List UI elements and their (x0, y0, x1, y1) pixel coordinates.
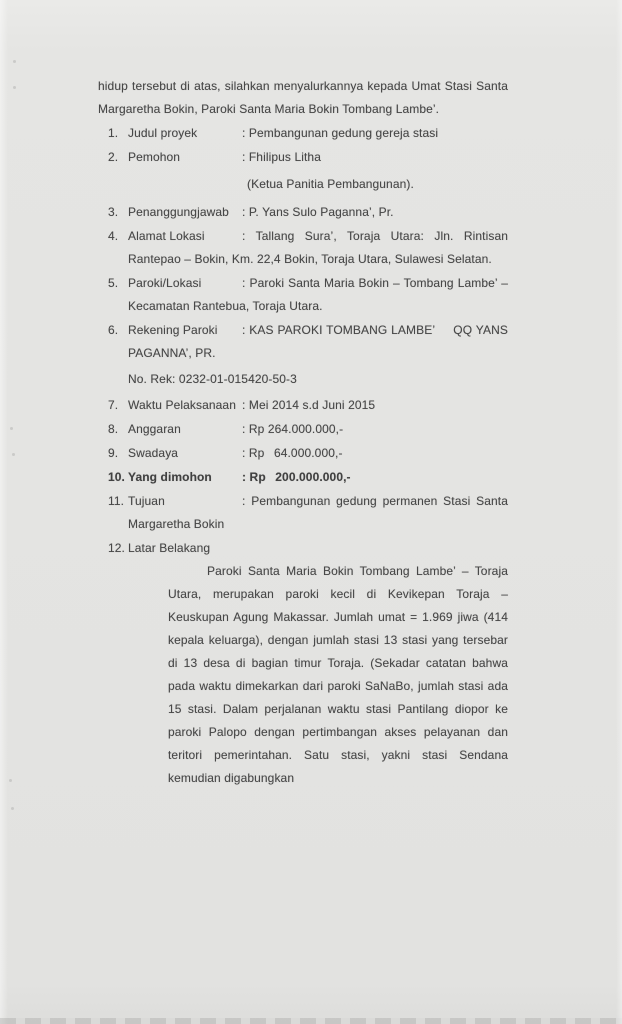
background-paragraph: Paroki Santa Maria Bokin Tombang Lambe’ – Toraja Utara, merupakan paroki kecil di Kevikepan Toraja – Keuskupan Agung Makassar. Jumlah umat = 1.969 jiwa (414 kepala keluarga), dengan jumlah stasi 13 stasi yang tersebar di 13 desa di bagian timur Toraja. (Sekadar catatan bahwa pada waktu dimekarkan dari paroki SaNaBo, jumlah stasi ada 15 stasi. Dalam perjalanan waktu stasi Pantilang diopor ke paroki Palopo dengan pertimbangan akses pelayanan dan teritori pemerintahan. Satu stasi, yakni stasi Sendana kemudian digabungkan (168, 564, 508, 785)
item-label: Rekening Paroki (128, 323, 218, 337)
scan-speck (10, 427, 13, 430)
list-item-latar-belakang (98, 537, 508, 790)
item-separator: : (242, 126, 246, 140)
scan-speck (11, 807, 14, 810)
item-number: 3. (108, 205, 119, 219)
item-value: Pembangunan gedung permanen Stasi Santa Margaretha Bokin (128, 494, 508, 531)
project-list (98, 122, 508, 790)
list-item-swadaya (98, 442, 508, 465)
item-value: Pembangunan gedung gereja stasi (248, 126, 439, 140)
list-item-anggaran (98, 418, 508, 441)
list-item-judul-proyek (98, 122, 508, 145)
scan-speck (13, 86, 16, 89)
item-value: Rp 200.000.000,- (249, 470, 351, 484)
list-item-penanggungjawab (98, 201, 508, 224)
item-note: (Ketua Panitia Pembangunan). (247, 177, 414, 191)
item-separator: : (242, 323, 246, 337)
item-label: Penanggungjawab (128, 205, 229, 219)
item-value: Rp 264.000.000,- (248, 422, 344, 436)
item-number: 7. (108, 398, 119, 412)
item-number: 11. (108, 494, 125, 508)
item-number: 6. (108, 323, 119, 337)
item-label: Latar Belakang (128, 541, 211, 555)
item-number: 2. (108, 150, 119, 164)
item-separator: : (242, 398, 246, 412)
list-item-waktu-pelaksanaan (98, 394, 508, 417)
scan-speck (13, 60, 16, 63)
item-label: Waktu Pelaksanaan (128, 398, 236, 412)
item-number: 5. (108, 276, 119, 290)
list-item-paroki-lokasi (98, 272, 508, 318)
page-left-edge (0, 0, 8, 1024)
scan-speck (9, 779, 12, 782)
list-item-yang-dimohon (98, 466, 508, 489)
intro-paragraph: hidup tersebut di atas, silahkan menyalurkannya kepada Umat Stasi Santa Margaretha Bokin, Paroki Santa Maria Bokin Tombang Lambe’. (98, 79, 508, 116)
item-value: Mei 2014 s.d Juni 2015 (248, 398, 376, 412)
item-value: Tallang Sura’, Toraja Utara: Jln. Rintisan Rantepao – Bokin, Km. 22,4 Bokin, Toraja Utara, Sulawesi Selatan. (128, 229, 509, 266)
scan-speck (12, 453, 15, 456)
item-separator: : (242, 446, 246, 460)
item-number: 12. (108, 541, 125, 555)
item-label: Pemohon (128, 150, 181, 164)
item-separator: : (242, 229, 246, 243)
item-value: Rp 64.000.000,- (248, 446, 343, 460)
item-label: Yang dimohon (128, 470, 212, 484)
item-number: 10. (108, 470, 125, 484)
item-label: Alamat Lokasi (128, 229, 205, 243)
item-value: Paroki Santa Maria Bokin – Tombang Lambe’ – Kecamatan Rantebua, Toraja Utara. (128, 276, 508, 313)
account-number-line: No. Rek: 0232-01-015420-50-3 (128, 372, 297, 386)
list-item-rekening-paroki (98, 319, 508, 391)
item-separator: : (242, 150, 246, 164)
list-item-tujuan (98, 490, 508, 536)
item-value: P. Yans Sulo Paganna’, Pr. (248, 205, 394, 219)
page-bottom-edge (0, 1018, 622, 1024)
item-label: Judul proyek (128, 126, 198, 140)
item-number: 4. (108, 229, 119, 243)
list-item-alamat-lokasi (98, 225, 508, 271)
item-number: 8. (108, 422, 119, 436)
item-separator: : (242, 276, 246, 290)
item-label: Anggaran (128, 422, 181, 436)
item-separator: : (242, 494, 246, 508)
list-item-pemohon (98, 146, 508, 196)
item-label: Swadaya (128, 446, 179, 460)
item-separator: : (242, 205, 246, 219)
document-body (98, 75, 508, 790)
page-right-edge (616, 0, 622, 1024)
item-label: Paroki/Lokasi (128, 276, 202, 290)
item-number: 1. (108, 126, 119, 140)
item-number: 9. (108, 446, 119, 460)
item-value: KAS PAROKI TOMBANG LAMBE’ QQ YANS PAGANNA’, PR. (128, 323, 508, 360)
item-value: Fhilipus Litha (248, 150, 321, 164)
item-separator: : (242, 470, 247, 484)
item-separator: : (242, 422, 246, 436)
item-label: Tujuan (128, 494, 165, 508)
